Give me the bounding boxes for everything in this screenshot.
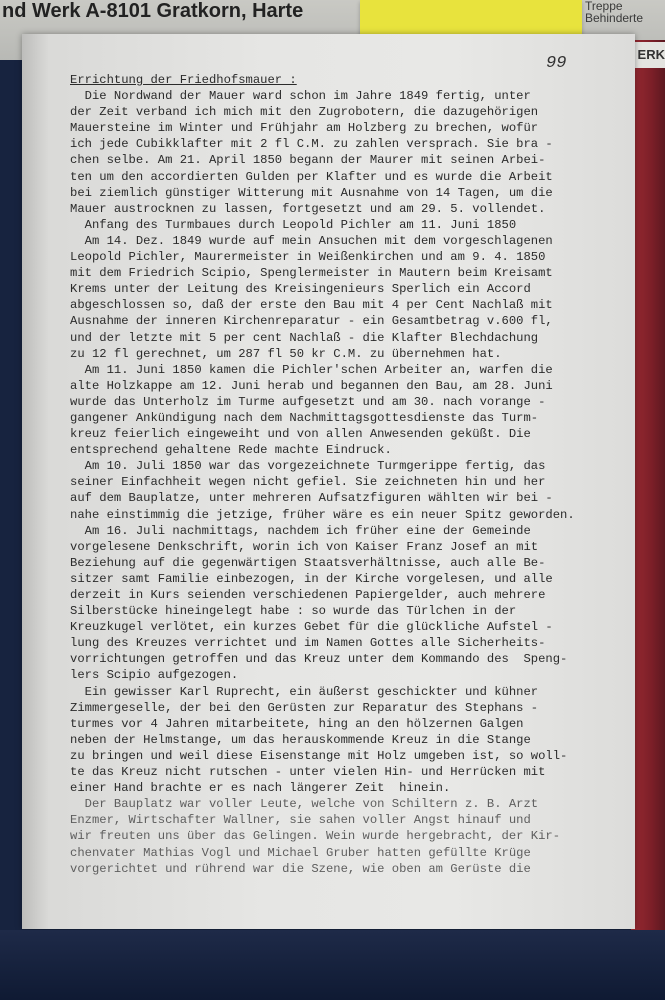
- text-line: chen selbe. Am 21. April 1850 begann der Maurer mit seinen Arbei-: [70, 153, 546, 168]
- text-line: lung des Kreuzes verrichtet und im Namen Gottes alle Sicherheits-: [70, 636, 546, 651]
- text-line: wir freuten uns über das Gelingen. Wein wurde hergebracht, der Kir-: [70, 829, 561, 844]
- text-line: Die Nordwand der Mauer ward schon im Jahre 1849 fertig, unter: [70, 89, 531, 104]
- book-spine: [631, 40, 665, 945]
- text-line: Kreuzkugel verlötet, ein kurzes Gebet für die glückliche Aufstel -: [70, 620, 553, 635]
- text-line: Krems unter der Leitung des Kreisingenieurs Sperlich ein Accord: [70, 282, 531, 297]
- text-line: vorgerichtet und rührend war die Szene, wie oben am Gerüste die: [70, 861, 531, 876]
- text-line: mit dem Friedrich Scipio, Spenglermeister in Mautern beim Kreisamt: [70, 266, 553, 281]
- text-line: auf dem Bauplatze, unter mehreren Aufsatzfiguren wählten wir bei -: [70, 491, 553, 506]
- text-line: Beziehung auf die gegenwärtigen Staatsverhältnisse, auch alle Be-: [70, 555, 546, 570]
- text-line: der Zeit verband ich mich mit den Zugrobotern, die dazugehörigen: [70, 105, 539, 120]
- text-line: Ausnahme der inneren Kirchenreparatur - ein Gesamtbetrag v.600 fl,: [70, 314, 553, 329]
- text-line: und der letzte mit 5 per cent Nachlaß - die Klafter Blechdachung: [70, 330, 539, 345]
- text-line: Am 14. Dez. 1849 wurde auf mein Ansuchen mit dem vorgeschlagenen: [70, 233, 553, 248]
- text-line: Leopold Pichler, Maurermeister in Weißenkirchen und am 9. 4. 1850: [70, 250, 546, 265]
- side-label-line-2: Behinderte: [585, 11, 644, 25]
- text-line: nahe einstimmig die jetzige, früher wäre es ein neuer Spitz geworden.: [70, 507, 575, 522]
- text-line: Ein gewisser Karl Ruprecht, ein äußerst geschickter und kühner: [70, 684, 539, 699]
- text-line: zu 12 fl gerechnet, um 287 fl 50 kr C.M. zu übernehmen hat.: [70, 346, 502, 361]
- section-heading: Errichtung der Friedhofsmauer :: [70, 73, 297, 87]
- page-number: 99: [546, 54, 567, 73]
- text-line: Enzmer, Wirtschafter Wallner, sie sahen voller Angst hinauf und: [70, 813, 531, 828]
- typed-text-body: [70, 72, 630, 877]
- table-surface: [0, 930, 665, 1000]
- side-label-line-1: Treppe: [585, 0, 623, 13]
- text-line: alte Holzkappe am 12. Juni herab und begannen den Bau, am 28. Juni: [70, 378, 553, 393]
- text-line: chenvater Mathias Vogl und Michael Gruber hatten gefüllte Krüge: [70, 845, 531, 860]
- text-line: Am 10. Juli 1850 war das vorgezeichnete Turmgerippe fertig, das: [70, 459, 546, 474]
- text-line: Mauer austrocknen zu lassen, fortgesetzt und am 29. 5. vollendet.: [70, 201, 546, 216]
- text-line: ich jede Cubikklafter mit 2 fl C.M. zu zahlen versprach. Sie bra -: [70, 137, 553, 152]
- text-line: neben der Helmstange, um das herauskommende Kreuz in die Stange: [70, 732, 531, 747]
- text-line: sitzer samt Familie einbezogen, in der Kirche vorgelesen, und alle: [70, 571, 553, 586]
- text-line: derzeit in Kurs seienden verschiedenen Papiergelder, auch mehrere: [70, 588, 546, 602]
- page-binding-edge: [22, 34, 48, 929]
- spine-tag: ERK: [633, 42, 665, 68]
- text-line: zu bringen und weil diese Eisenstange mit Holz umgeben ist, so woll-: [70, 748, 568, 763]
- text-line: vorgelesene Denkschrift, worin ich von Kaiser Franz Josef an mit: [70, 539, 539, 554]
- text-line: Am 11. Juni 1850 kamen die Pichler'schen Arbeiter an, warfen die: [70, 362, 553, 377]
- text-line: abgeschlossen so, daß der erste den Bau mit 4 per Cent Nachlaß mit: [70, 298, 553, 313]
- text-line: bei ziemlich günstiger Witterung mit Ausnahme von 14 Tagen, um die: [70, 185, 553, 200]
- text-line: Am 16. Juli nachmittags, nachdem ich früher eine der Gemeinde: [70, 523, 531, 538]
- text-line: Mauersteine im Winter und Frühjahr am Holzberg zu brechen, wofür: [70, 121, 539, 136]
- text-line: lers Scipio aufgezogen.: [70, 668, 239, 683]
- text-line: wurde das Unterholz im Turme aufgesetzt und am 30. nach vorange -: [70, 394, 546, 409]
- text-line: kreuz feierlich eingeweiht und von allen Anwesenden geküßt. Die: [70, 427, 531, 442]
- text-line: Zimmergeselle, der bei den Gerüsten zur Reparatur des Stephans -: [70, 700, 539, 715]
- text-line: ten um den accordierten Gulden per Klafter und es wurde die Arbeit: [70, 169, 553, 184]
- text-line: Der Bauplatz war voller Leute, welche von Schiltern z. B. Arzt: [70, 797, 539, 812]
- background-header-text: nd Werk A-8101 Gratkorn, Harte: [2, 0, 304, 22]
- document-page: [22, 34, 635, 929]
- text-line: turmes vor 4 Jahren mitarbeitete, hing an den hölzernen Galgen: [70, 716, 524, 731]
- text-line: vorrichtungen getroffen und das Kreuz unter dem Kommando des Speng-: [70, 652, 568, 667]
- text-line: entsprechend gehaltene Rede machte Eindruck.: [70, 443, 392, 458]
- text-line: einer Hand brachte er es nach längerer Zeit hinein.: [70, 781, 451, 796]
- text-line: Silberstücke hineingelegt habe : so wurde das Türlchen in der: [70, 604, 517, 619]
- subheading-line: Anfang des Turmbaues durch Leopold Pichler am 11. Juni 1850: [70, 217, 517, 232]
- text-line: gangener Ankündigung nach dem Nachmittagsgottesdienste das Turm-: [70, 410, 539, 425]
- background-side-label: [585, 0, 665, 26]
- text-line: te das Kreuz nicht rutschen - unter vielen Hin- und Herrücken mit: [70, 765, 546, 780]
- text-line: seiner Einfachheit wegen nicht gefiel. Sie zeichneten hin und her: [70, 475, 546, 490]
